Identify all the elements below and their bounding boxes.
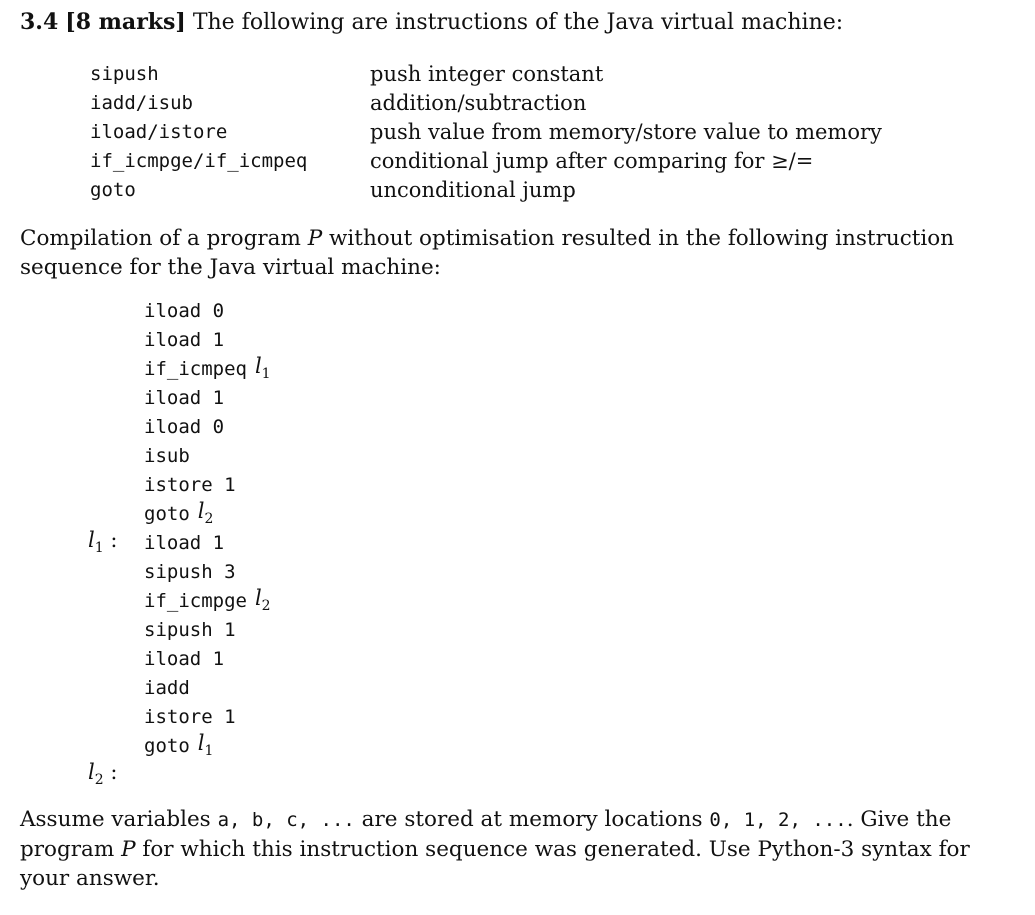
question-number: 3.4	[20, 9, 59, 35]
code-instruction: iload 0	[144, 299, 225, 322]
code-instruction: istore 1	[144, 705, 236, 728]
instruction-description: conditional jump after comparing for ≥/=	[370, 148, 814, 173]
code-instruction: iadd	[144, 676, 190, 699]
question-intro: The following are instructions of the Java virtual machine:	[192, 10, 844, 35]
code-line	[88, 557, 1015, 586]
code-line	[88, 528, 1015, 557]
code-label-subscript: 2	[94, 772, 104, 789]
final-paragraph	[20, 805, 1015, 893]
instruction-row	[90, 175, 1015, 204]
compilation-text-after: without optimisation resulted in the following instruction sequence for the Java virtual machine:	[20, 226, 955, 280]
code-label-letter: l	[88, 760, 95, 785]
bytecode-listing	[88, 296, 1015, 789]
instruction-description: push integer constant	[370, 61, 604, 86]
code-line	[88, 412, 1015, 441]
question-heading	[20, 6, 1015, 39]
code-line	[88, 441, 1015, 470]
code-label-colon: :	[103, 760, 118, 785]
code-instruction: istore 1	[144, 473, 236, 496]
jump-target-subscript: 1	[261, 366, 271, 383]
jump-target-subscript: 1	[204, 743, 214, 760]
instruction-description: addition/subtraction	[370, 90, 587, 115]
instruction-opcode: sipush	[90, 62, 159, 85]
memory-locations: 0, 1, 2, ...	[709, 809, 847, 831]
code-line	[88, 354, 1015, 383]
jump-target-subscript: 2	[204, 511, 214, 528]
variable-list: a, b, c, ...	[217, 809, 355, 831]
instruction-opcode: if_icmpge/if_icmpeq	[90, 149, 308, 172]
instruction-row	[90, 117, 1015, 146]
instruction-row	[90, 146, 1015, 175]
instruction-opcode: goto	[90, 178, 136, 201]
final-text-4: for which this instruction sequence was generated. Use Python-3 syntax for your answer.	[20, 837, 970, 891]
code-line	[88, 325, 1015, 354]
question-page	[20, 6, 1015, 915]
code-line	[88, 470, 1015, 499]
code-line	[88, 673, 1015, 702]
code-instruction: iload 1	[144, 328, 225, 351]
jump-target-letter: l	[197, 731, 205, 756]
code-instruction: sipush 3	[144, 560, 236, 583]
code-label-subscript: 1	[94, 540, 104, 557]
jump-target-letter: l	[254, 586, 262, 611]
jump-target	[255, 586, 271, 614]
code-instruction: goto	[144, 734, 190, 757]
code-line	[88, 760, 1015, 789]
instruction-opcode: iadd/isub	[90, 91, 193, 114]
code-instruction: iload 0	[144, 415, 225, 438]
code-line	[88, 731, 1015, 760]
code-label-colon: :	[103, 528, 118, 553]
code-label-letter: l	[88, 528, 95, 553]
instruction-description: unconditional jump	[370, 177, 576, 202]
program-symbol: P	[307, 226, 323, 251]
code-instruction: if_icmpge	[144, 589, 247, 612]
code-line	[88, 702, 1015, 731]
instruction-row	[90, 59, 1015, 88]
instruction-row	[90, 88, 1015, 117]
code-instruction: sipush 1	[144, 618, 236, 641]
program-symbol-final: P	[121, 837, 136, 862]
code-line	[88, 499, 1015, 528]
code-instruction: iload 1	[144, 386, 225, 409]
final-text-3: . Give the program	[20, 807, 952, 862]
code-label	[88, 528, 144, 556]
compilation-paragraph	[20, 224, 1015, 282]
instruction-description: push value from memory/store value to memory	[370, 119, 882, 144]
final-text-1: Assume variables	[20, 807, 218, 832]
code-instruction: iload 1	[144, 647, 225, 670]
jump-target-letter: l	[254, 354, 262, 379]
jump-target	[255, 354, 271, 382]
code-instruction: if_icmpeq	[144, 357, 247, 380]
jump-target	[198, 499, 214, 527]
code-line	[88, 644, 1015, 673]
final-text-2: are stored at memory locations	[354, 807, 710, 832]
compilation-text-before: Compilation of a program	[20, 226, 308, 251]
code-instruction: isub	[144, 444, 190, 467]
code-label	[88, 760, 144, 788]
code-line	[88, 296, 1015, 325]
jump-target-subscript: 2	[261, 598, 271, 615]
code-instruction: goto	[144, 502, 190, 525]
code-instruction: iload 1	[144, 531, 225, 554]
question-marks: [8 marks]	[65, 9, 186, 35]
instruction-opcode: iload/istore	[90, 120, 228, 143]
code-line	[88, 586, 1015, 615]
instruction-table	[90, 59, 1015, 204]
jump-target-letter: l	[197, 499, 205, 524]
code-line	[88, 615, 1015, 644]
jump-target	[198, 731, 214, 759]
code-line	[88, 383, 1015, 412]
